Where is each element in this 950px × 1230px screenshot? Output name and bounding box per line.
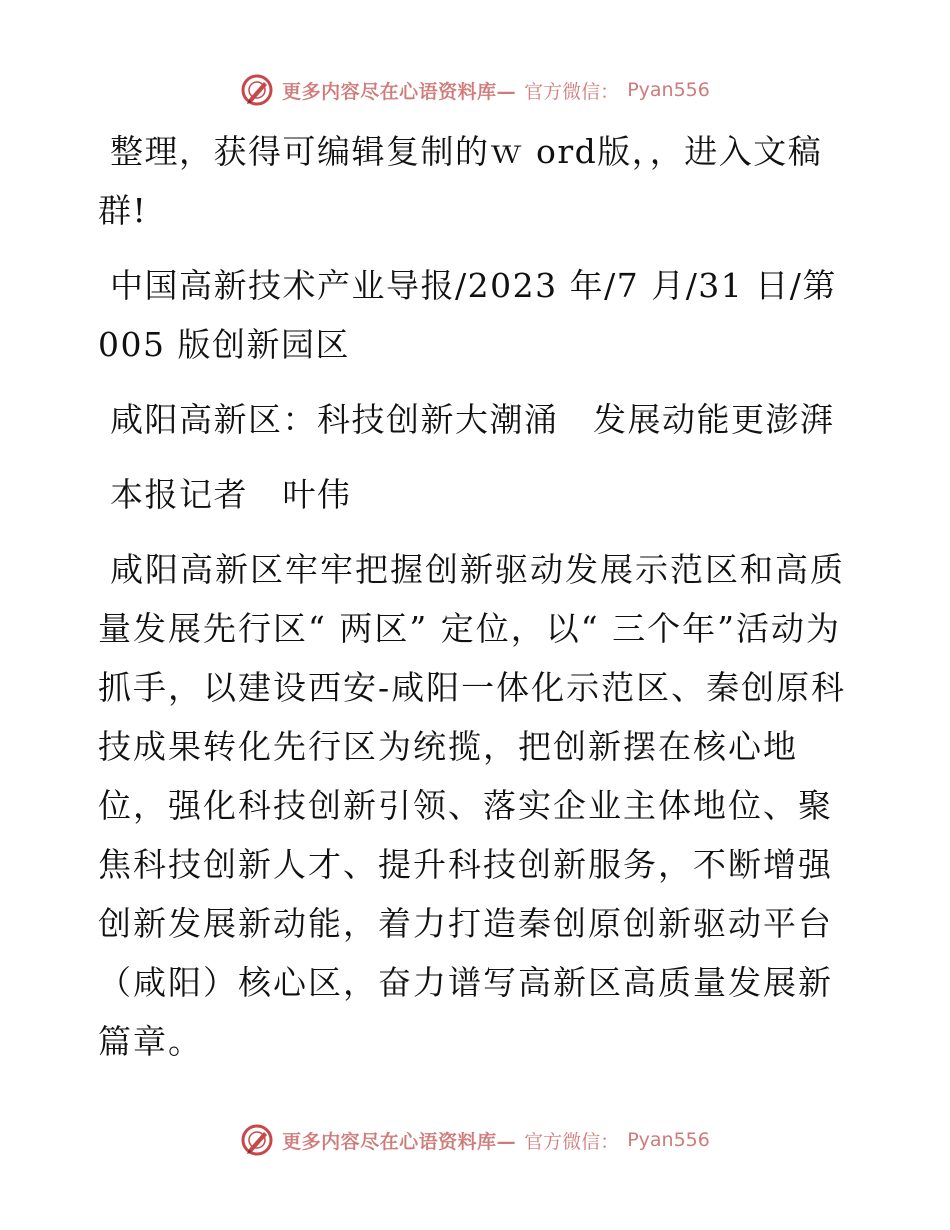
account-label: 官方微信： (524, 80, 620, 103)
promo-text: 更多内容尽在心语资料库— (282, 80, 517, 103)
article-body (98, 122, 848, 1071)
article-headline: 咸阳高新区：科技创新大潮涌 发展动能更澎湃 (110, 400, 835, 439)
source-line: 中国高新技术产业导报/2023 年/7 月/31 日/第 005 版创新园区 (98, 266, 837, 364)
byline: 本报记者 叶伟 (110, 475, 352, 514)
promo-text: 更多内容尽在心语资料库— (282, 1130, 517, 1153)
footer-watermark (0, 1120, 950, 1160)
account-id: Pyan556 (627, 79, 710, 101)
body-paragraph: 咸阳高新区牢牢把握创新驱动发展示范区和高质量发展先行区“ 两区” 定位，以“ 三个年”活动为抓手，以建设西安-咸阳一体化示范区、秦创原科技成果转化先行区为统揽，把创新摆在核心地位，强化科技创新引领、落实企业主体地位、聚焦科技创新人才、提升科技创新服务，不断增强创新发展新动能，着力打造秦创原创新驱动平台（咸阳）核心区，奋力谱写高新区高质量发展新篇章。 (98, 550, 847, 1061)
account-label: 官方微信： (524, 1130, 620, 1153)
header-watermark (0, 70, 950, 110)
intro-paragraph: 整理，获得可编辑复制的ｗ ord版，，进入文稿群! (98, 132, 823, 230)
account-id: Pyan556 (627, 1129, 710, 1151)
pen-logo-icon (240, 73, 274, 107)
pen-logo-icon (240, 1123, 274, 1157)
